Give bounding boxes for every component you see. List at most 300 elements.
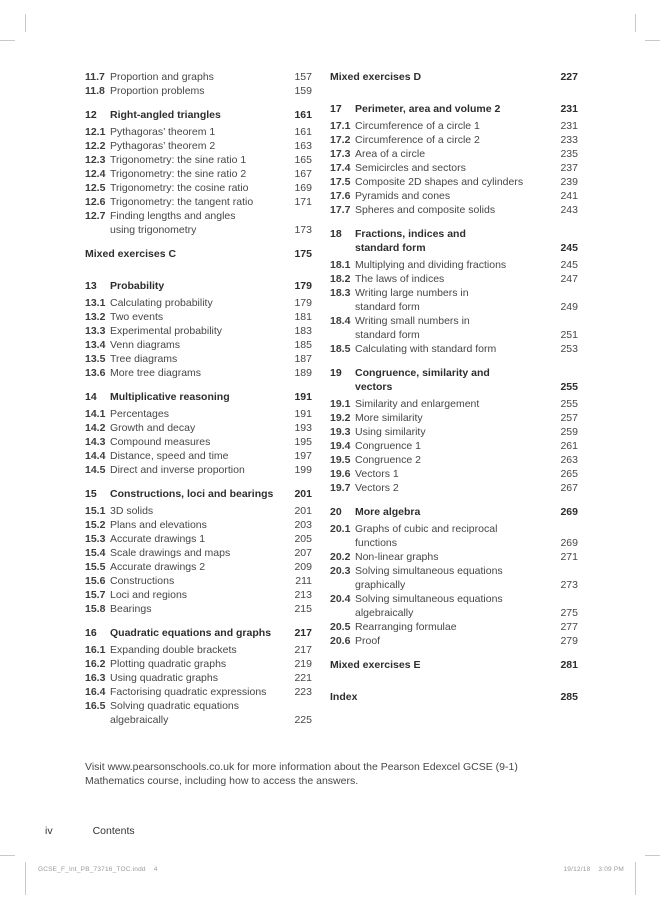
- entry-number: 12: [85, 109, 97, 121]
- entry-page: 207: [294, 547, 312, 559]
- entry-title-continued: vectors: [355, 381, 393, 393]
- entry-page: 161: [294, 109, 312, 121]
- entry-number: 20.3: [330, 565, 351, 577]
- toc-entry-section: [85, 296, 312, 310]
- entry-title: Using quadratic graphs: [110, 672, 218, 684]
- toc-entry-section: [330, 203, 578, 217]
- entry-page: 245: [560, 259, 578, 271]
- info-note-line2: Mathematics course, including how to access the answers.: [85, 775, 359, 787]
- entry-page: 175: [294, 248, 312, 260]
- entry-number: 11.8: [85, 85, 105, 97]
- info-note: [85, 760, 585, 788]
- entry-title: Plotting quadratic graphs: [110, 658, 227, 670]
- entry-number: 20.4: [330, 593, 351, 605]
- entry-title: Pythagoras’ theorem 2: [110, 140, 216, 152]
- entry-title-continued: graphically: [355, 579, 406, 591]
- toc-entry-section: [85, 518, 312, 532]
- entry-number: 12.3: [85, 154, 106, 166]
- entry-title: Using similarity: [355, 426, 426, 438]
- entry-number: 12.2: [85, 140, 106, 152]
- toc-entry-chapter: [330, 505, 578, 519]
- entry-page: 199: [294, 464, 312, 476]
- entry-title: Proportion problems: [110, 85, 205, 97]
- entry-number: 17.1: [330, 120, 351, 132]
- entry-title: Spheres and composite solids: [355, 204, 496, 216]
- toc-entry-section: [85, 546, 312, 560]
- toc-entry-chapter: [330, 366, 578, 394]
- entry-page: 255: [560, 398, 578, 410]
- entry-number: 20.2: [330, 551, 351, 563]
- entry-page: 215: [294, 603, 312, 615]
- entry-title: Area of a circle: [355, 148, 426, 160]
- toc-entry-special: [330, 658, 578, 680]
- entry-title: Factorising quadratic expressions: [110, 686, 267, 698]
- entry-title: Constructions, loci and bearings: [110, 488, 274, 500]
- entry-page: 277: [560, 621, 578, 633]
- toc-entry-section: [85, 366, 312, 380]
- entry-page: 191: [294, 391, 312, 403]
- toc-entry-section: [330, 550, 578, 564]
- entry-title: Perimeter, area and volume 2: [355, 103, 501, 115]
- entry-number: 15.4: [85, 547, 106, 559]
- entry-number-spacer: [330, 328, 355, 342]
- entry-title: Multiplicative reasoning: [110, 391, 230, 403]
- toc-column-left: [85, 70, 312, 727]
- crop-mark: [635, 862, 636, 895]
- toc-entry-section: [85, 352, 312, 366]
- entry-title: Two events: [110, 311, 164, 323]
- entry-title: Rearranging formulae: [355, 621, 457, 633]
- crop-mark: [645, 855, 660, 856]
- entry-number: 19.5: [330, 454, 351, 466]
- entry-page: 173: [294, 224, 312, 236]
- entry-number: 14: [85, 391, 97, 403]
- entry-title: Solving simultaneous equations: [355, 565, 503, 577]
- entry-title: Quadratic equations and graphs: [110, 627, 272, 639]
- entry-title: Proportion and graphs: [110, 71, 214, 83]
- entry-number: 13.6: [85, 367, 106, 379]
- entry-page: 185: [294, 339, 312, 351]
- toc-entry-section: [85, 588, 312, 602]
- info-note-line1: Visit www.pearsonschools.co.uk for more information about the Pearson Edexcel GCSE (9-1): [85, 761, 518, 773]
- entry-number: 14.1: [85, 408, 106, 420]
- entry-title: Fractions, indices and: [355, 228, 466, 240]
- toc-entry-section: [330, 133, 578, 147]
- toc-entry-section: [85, 421, 312, 435]
- entry-title: Direct and inverse proportion: [110, 464, 245, 476]
- toc-entry-section: [330, 161, 578, 175]
- toc-entry-section: [85, 699, 312, 727]
- entry-title: Multiplying and dividing fractions: [355, 259, 507, 271]
- entry-number: 18.3: [330, 287, 351, 299]
- toc-entry-section: [330, 147, 578, 161]
- toc-entry-section: [85, 463, 312, 477]
- entry-page: 243: [560, 204, 578, 216]
- entry-page: 159: [294, 85, 312, 97]
- entry-page: 285: [560, 691, 578, 703]
- toc-entry-section: [85, 310, 312, 324]
- entry-number: 15.7: [85, 589, 106, 601]
- entry-page: 257: [560, 412, 578, 424]
- toc-entry-section: [85, 125, 312, 139]
- entry-title: Constructions: [110, 575, 175, 587]
- entry-number: 16.2: [85, 658, 106, 670]
- toc-entry-special: [330, 690, 578, 712]
- entry-page: 279: [560, 635, 578, 647]
- entry-title: Circumference of a circle 1: [355, 120, 480, 132]
- entry-page: 165: [294, 154, 312, 166]
- entry-page: 223: [294, 686, 312, 698]
- slug-file-page: 4: [153, 866, 158, 873]
- entry-title: More algebra: [355, 506, 421, 518]
- entry-number: 13.3: [85, 325, 106, 337]
- entry-number: 16.1: [85, 644, 106, 656]
- entry-number: 18.2: [330, 273, 351, 285]
- entry-number: 18: [330, 228, 342, 240]
- entry-title-continued: functions: [355, 537, 398, 549]
- entry-number: 16.5: [85, 700, 106, 712]
- entry-number: 14.3: [85, 436, 106, 448]
- entry-page: 191: [294, 408, 312, 420]
- toc-entry-section: [85, 70, 312, 84]
- toc-entry-section: [85, 504, 312, 518]
- page-footer: [45, 825, 135, 837]
- entry-page: 231: [560, 120, 578, 132]
- entry-number-spacer: [330, 241, 355, 255]
- entry-number: 13.2: [85, 311, 106, 323]
- toc-entry-section: [85, 685, 312, 699]
- entry-title-continued: using trigonometry: [110, 224, 197, 236]
- toc-entry-chapter: [330, 102, 578, 116]
- entry-title: Non-linear graphs: [355, 551, 439, 563]
- entry-title: Scale drawings and maps: [110, 547, 231, 559]
- entry-number: 14.5: [85, 464, 106, 476]
- entry-title-continued: algebraically: [355, 607, 414, 619]
- crop-mark: [25, 862, 26, 895]
- entry-page: 205: [294, 533, 312, 545]
- entry-title: Semicircles and sectors: [355, 162, 466, 174]
- entry-title: Vectors 2: [355, 482, 399, 494]
- entry-title-continued: standard form: [355, 242, 426, 254]
- entry-number: 13.5: [85, 353, 106, 365]
- entry-title: Vectors 1: [355, 468, 399, 480]
- entry-number-spacer: [85, 223, 110, 237]
- entry-page: 213: [294, 589, 312, 601]
- entry-number: 19.3: [330, 426, 351, 438]
- entry-number-spacer: [330, 578, 355, 592]
- entry-page: 183: [294, 325, 312, 337]
- entry-page: 261: [560, 440, 578, 452]
- entry-page: 171: [294, 196, 312, 208]
- entry-page: 233: [560, 134, 578, 146]
- toc-entry-section: [330, 481, 578, 495]
- entry-title: Expanding double brackets: [110, 644, 237, 656]
- entry-page: 217: [294, 627, 312, 639]
- entry-title: Bearings: [110, 603, 152, 615]
- toc-entry-section: [330, 453, 578, 467]
- crop-mark: [645, 40, 660, 41]
- entry-number: 15.8: [85, 603, 106, 615]
- entry-number: 19.1: [330, 398, 351, 410]
- entry-number: 12.7: [85, 210, 106, 222]
- entry-number: 17.4: [330, 162, 351, 174]
- entry-page: 245: [560, 242, 578, 254]
- toc-entry-section: [85, 449, 312, 463]
- toc-entry-chapter: [85, 279, 312, 293]
- entry-page: 263: [560, 454, 578, 466]
- entry-number: 20.6: [330, 635, 351, 647]
- toc-entry-section: [330, 119, 578, 133]
- toc-entry-section: [330, 439, 578, 453]
- entry-title: More similarity: [355, 412, 423, 424]
- entry-page: 241: [560, 190, 578, 202]
- print-slug-right: [563, 866, 624, 873]
- entry-page: 237: [560, 162, 578, 174]
- toc-entry-section: [85, 435, 312, 449]
- entry-page: 179: [294, 280, 312, 292]
- entry-number: 13.1: [85, 297, 106, 309]
- entry-title: Percentages: [110, 408, 169, 420]
- entry-title-continued: standard form: [355, 329, 420, 341]
- entry-page: 235: [560, 148, 578, 160]
- entry-number: 15.1: [85, 505, 106, 517]
- entry-title: Plans and elevations: [110, 519, 207, 531]
- entry-title-continued: standard form: [355, 301, 420, 313]
- entry-page: 193: [294, 422, 312, 434]
- toc-entry-section: [85, 657, 312, 671]
- entry-number: 20.5: [330, 621, 351, 633]
- toc-entry-section: [85, 181, 312, 195]
- entry-page: 275: [560, 607, 578, 619]
- toc-entry-section: [330, 522, 578, 550]
- print-slug-left: [38, 866, 158, 873]
- toc-entry-section: [330, 258, 578, 272]
- entry-title: Congruence, similarity and: [355, 367, 490, 379]
- entry-number: 14.2: [85, 422, 106, 434]
- entry-title: More tree diagrams: [110, 367, 202, 379]
- entry-title: Trigonometry: the sine ratio 2: [110, 168, 247, 180]
- entry-title: Writing large numbers in: [355, 287, 469, 299]
- entry-title: Right-angled triangles: [110, 109, 221, 121]
- entry-page: 273: [560, 579, 578, 591]
- entry-page: 271: [560, 551, 578, 563]
- toc-entry-section: [85, 153, 312, 167]
- slug-date: 19/12/18: [563, 866, 591, 873]
- toc-entry-section: [85, 209, 312, 237]
- entry-number: 17.3: [330, 148, 351, 160]
- entry-number: 14.4: [85, 450, 106, 462]
- entry-title: Trigonometry: the tangent ratio: [110, 196, 254, 208]
- entry-number: 19.2: [330, 412, 351, 424]
- entry-number: 13: [85, 280, 97, 292]
- entry-title: Congruence 2: [355, 454, 421, 466]
- entry-page: 157: [294, 71, 312, 83]
- crop-mark: [0, 855, 15, 856]
- entry-title: Calculating probability: [110, 297, 213, 309]
- entry-title: Mixed exercises D: [330, 71, 422, 83]
- toc-entry-section: [330, 425, 578, 439]
- entry-page: 197: [294, 450, 312, 462]
- crop-mark: [0, 40, 15, 41]
- entry-title: Composite 2D shapes and cylinders: [355, 176, 524, 188]
- crop-mark: [25, 14, 26, 32]
- entry-page: 239: [560, 176, 578, 188]
- toc-entry-chapter: [85, 108, 312, 122]
- entry-title: Mixed exercises E: [330, 659, 421, 671]
- toc-entry-section: [85, 671, 312, 685]
- section-title: Contents: [92, 825, 135, 837]
- entry-number-spacer: [330, 300, 355, 314]
- entry-title: Index: [330, 691, 358, 703]
- entry-number: 15: [85, 488, 97, 500]
- entry-number: 12.5: [85, 182, 106, 194]
- entry-title: Writing small numbers in: [355, 315, 470, 327]
- entry-page: 269: [560, 506, 578, 518]
- entry-page: 187: [294, 353, 312, 365]
- entry-number: 19: [330, 367, 342, 379]
- toc-entry-section: [330, 634, 578, 648]
- entry-page: 201: [294, 488, 312, 500]
- toc-entry-section: [85, 560, 312, 574]
- toc-entry-section: [330, 314, 578, 342]
- entry-number: 12.6: [85, 196, 106, 208]
- entry-number-spacer: [330, 606, 355, 620]
- toc-entry-section: [330, 411, 578, 425]
- entry-number: 15.3: [85, 533, 106, 545]
- entry-title: Pythagoras’ theorem 1: [110, 126, 216, 138]
- entry-page: 267: [560, 482, 578, 494]
- entry-number: 19.6: [330, 468, 351, 480]
- entry-number-spacer: [85, 713, 110, 727]
- entry-title: Proof: [355, 635, 381, 647]
- slug-file-name: GCSE_F_Int_PB_73716_TOC.indd: [38, 866, 146, 873]
- toc-entry-section: [330, 189, 578, 203]
- entry-number: 17.6: [330, 190, 351, 202]
- entry-page: 179: [294, 297, 312, 309]
- toc-entry-section: [85, 574, 312, 588]
- toc-entry-chapter: [85, 487, 312, 501]
- toc-entry-chapter: [330, 227, 578, 255]
- entry-page: 189: [294, 367, 312, 379]
- entry-title: Venn diagrams: [110, 339, 181, 351]
- entry-page: 167: [294, 168, 312, 180]
- entry-title: Pyramids and cones: [355, 190, 451, 202]
- entry-number: 17.2: [330, 134, 351, 146]
- toc-column-right: [330, 70, 578, 712]
- slug-time: 3:09 PM: [598, 866, 624, 873]
- entry-number: 18.5: [330, 343, 351, 355]
- entry-number: 13.4: [85, 339, 106, 351]
- entry-page: 227: [560, 71, 578, 83]
- entry-number: 16.4: [85, 686, 106, 698]
- toc-entry-section: [85, 532, 312, 546]
- entry-number: 19.4: [330, 440, 351, 452]
- toc-entry-section: [330, 564, 578, 592]
- entry-title: Mixed exercises C: [85, 248, 177, 260]
- entry-page: 181: [294, 311, 312, 323]
- page-number: iv: [45, 825, 53, 837]
- toc-entry-section: [85, 195, 312, 209]
- entry-page: 247: [560, 273, 578, 285]
- toc-entry-special: [330, 70, 578, 92]
- toc-entry-chapter: [85, 626, 312, 640]
- entry-number-spacer: [330, 536, 355, 550]
- toc-entry-special: [85, 247, 312, 269]
- toc-entry-section: [85, 324, 312, 338]
- entry-page: 219: [294, 658, 312, 670]
- toc-entry-section: [330, 620, 578, 634]
- entry-title: Graphs of cubic and reciprocal: [355, 523, 498, 535]
- entry-title: Tree diagrams: [110, 353, 178, 365]
- entry-number: 19.7: [330, 482, 351, 494]
- entry-page: 269: [560, 537, 578, 549]
- entry-page: 163: [294, 140, 312, 152]
- entry-title: Distance, speed and time: [110, 450, 229, 462]
- entry-title: Trigonometry: the cosine ratio: [110, 182, 249, 194]
- entry-title: Trigonometry: the sine ratio 1: [110, 154, 247, 166]
- entry-page: 225: [294, 714, 312, 726]
- entry-title: Solving quadratic equations: [110, 700, 240, 712]
- entry-page: 255: [560, 381, 578, 393]
- toc-entry-section: [330, 397, 578, 411]
- entry-number: 17.7: [330, 204, 351, 216]
- entry-page: 249: [560, 301, 578, 313]
- toc-entry-section: [85, 643, 312, 657]
- toc-entry-section: [85, 84, 312, 98]
- toc-entry-section: [330, 592, 578, 620]
- toc-entry-section: [330, 467, 578, 481]
- entry-number: 16.3: [85, 672, 106, 684]
- entry-page: 209: [294, 561, 312, 573]
- entry-number: 11.7: [85, 71, 105, 83]
- entry-title: Probability: [110, 280, 165, 292]
- crop-mark: [635, 14, 636, 32]
- entry-page: 161: [294, 126, 312, 138]
- entry-page: 265: [560, 468, 578, 480]
- entry-page: 201: [294, 505, 312, 517]
- toc-entry-section: [330, 342, 578, 356]
- entry-title: 3D solids: [110, 505, 154, 517]
- entry-page: 259: [560, 426, 578, 438]
- entry-number: 15.2: [85, 519, 106, 531]
- entry-title: Congruence 1: [355, 440, 421, 452]
- entry-title: Finding lengths and angles: [110, 210, 236, 222]
- entry-title-continued: algebraically: [110, 714, 169, 726]
- entry-page: 211: [295, 575, 312, 587]
- entry-title: Solving simultaneous equations: [355, 593, 503, 605]
- entry-title: Loci and regions: [110, 589, 188, 601]
- toc-entry-section: [85, 338, 312, 352]
- entry-page: 231: [560, 103, 578, 115]
- toc-entry-section: [330, 272, 578, 286]
- entry-page: 253: [560, 343, 578, 355]
- toc-entry-section: [85, 139, 312, 153]
- toc-entry-section: [85, 602, 312, 616]
- entry-number: 16: [85, 627, 97, 639]
- entry-number: 17.5: [330, 176, 351, 188]
- entry-number: 17: [330, 103, 342, 115]
- entry-page: 217: [294, 644, 312, 656]
- entry-title: Circumference of a circle 2: [355, 134, 480, 146]
- entry-title: Accurate drawings 1: [110, 533, 206, 545]
- entry-page: 169: [294, 182, 312, 194]
- entry-number: 12.4: [85, 168, 106, 180]
- entry-number: 12.1: [85, 126, 106, 138]
- entry-number: 15.6: [85, 575, 106, 587]
- entry-page: 195: [294, 436, 312, 448]
- entry-title: Similarity and enlargement: [355, 398, 480, 410]
- toc-entry-section: [85, 167, 312, 181]
